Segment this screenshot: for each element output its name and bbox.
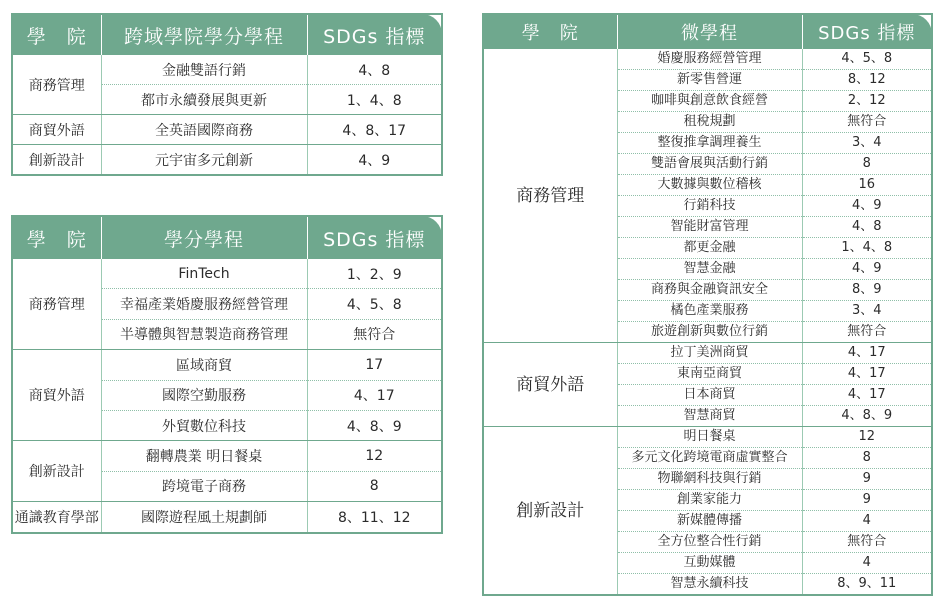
sdgs-cell: 8、11、12	[337, 509, 411, 526]
program-cell: 智慧永續科技	[617, 574, 802, 596]
table-row	[12, 145, 442, 176]
sdgs-cell: 16	[802, 175, 932, 196]
program-cell: FinTech	[101, 259, 307, 289]
sdgs-cell: 4	[802, 511, 932, 532]
sdgs-cell: 8	[802, 154, 932, 175]
sdgs-cell: 3、4	[802, 301, 932, 322]
sdgs-cell: 2、12	[802, 91, 932, 112]
program-cell: 金融雙語行銷	[101, 55, 307, 85]
sdgs-cell: 4、17	[802, 343, 932, 364]
sdgs-cell: 4、5、8	[307, 289, 442, 319]
college-cell: 商務管理	[12, 259, 101, 350]
header-college: 學 院	[483, 14, 617, 49]
header-program: 跨域學院學分學程	[101, 14, 307, 55]
sdgs-cell: 12	[802, 427, 932, 448]
program-cell: 創業家能力	[617, 490, 802, 511]
program-cell: 拉丁美洲商貿	[617, 343, 802, 364]
sdgs-cell: 4、8、9	[802, 406, 932, 427]
sdgs-cell: 9	[802, 490, 932, 511]
program-cell: 新媒體傳播	[617, 511, 802, 532]
table-row	[483, 427, 932, 448]
sdgs-cell: 4、9	[802, 259, 932, 280]
sdgs-cell: 1、4、8	[307, 85, 442, 115]
table-header	[12, 216, 442, 259]
sdgs-cell: 無符合	[802, 532, 932, 553]
sdgs-cell: 8、9	[802, 280, 932, 301]
program-cell: 商務與金融資訊安全	[617, 280, 802, 301]
sdgs-cell: 8、9、11	[837, 576, 897, 591]
sdgs-cell: 4、8	[307, 55, 442, 85]
header-program: 學分學程	[101, 216, 307, 259]
program-cell: 國際遊程風土規劃師	[101, 502, 307, 533]
program-cell: 半導體與智慧製造商務管理	[101, 319, 307, 349]
sdgs-cell: 4、8	[802, 217, 932, 238]
sdgs-cell: 9	[802, 469, 932, 490]
program-cell: 元宇宙多元創新	[101, 145, 307, 176]
header-college: 學 院	[12, 216, 101, 259]
college-cell: 通識教育學部	[12, 502, 101, 533]
header-program: 微學程	[617, 14, 802, 49]
table-row	[483, 49, 932, 70]
sdgs-cell: 3、4	[802, 133, 932, 154]
program-cell: 翻轉農業 明日餐桌	[101, 441, 307, 471]
sdgs-cell: 4	[802, 553, 932, 574]
header-sdgs: SDGs 指標	[307, 216, 442, 259]
program-cell: 行銷科技	[617, 196, 802, 217]
sdgs-cell: 8	[307, 471, 442, 501]
table-header	[483, 14, 932, 49]
sdgs-cell: 8	[802, 448, 932, 469]
college-cell: 創新設計	[12, 145, 101, 176]
sdgs-cell: 無符合	[307, 319, 442, 349]
college-cell: 商貿外語	[483, 343, 617, 427]
table-row	[12, 502, 442, 533]
header-college: 學 院	[12, 14, 101, 55]
sdgs-cell: 4、9	[802, 196, 932, 217]
table-row	[12, 55, 442, 85]
table-row	[12, 350, 442, 380]
program-cell: 整復推拿調理養生	[617, 133, 802, 154]
sdgs-cell: 1、4、8	[802, 238, 932, 259]
header-sdgs: SDGs 指標	[307, 14, 442, 55]
header-sdgs: SDGs 指標	[802, 14, 932, 49]
sdgs-cell: 4、17	[307, 380, 442, 410]
sdgs-cell: 4、8、17	[307, 115, 442, 145]
college-cell: 商貿外語	[12, 350, 101, 441]
sdgs-cell: 12	[307, 441, 442, 471]
program-cell: 智慧金融	[617, 259, 802, 280]
program-cell: 橘色產業服務	[617, 301, 802, 322]
table-row	[12, 259, 442, 289]
sdgs-cell: 1、2、9	[307, 259, 442, 289]
program-cell: 物聯網科技與行銷	[617, 469, 802, 490]
program-cell: 全方位整合性行銷	[617, 532, 802, 553]
program-cell: 明日餐桌	[617, 427, 802, 448]
sdgs-cell: 4、17	[802, 364, 932, 385]
program-cell: 婚慶服務經營管理	[617, 49, 802, 70]
sdgs-cell: 無符合	[802, 112, 932, 133]
program-cell: 外貿數位科技	[101, 410, 307, 440]
college-cell: 商務管理	[12, 55, 101, 115]
sdgs-cell: 無符合	[802, 322, 932, 343]
program-cell: 租稅規劃	[617, 112, 802, 133]
college-cell: 商貿外語	[12, 115, 101, 145]
table-row	[12, 441, 442, 471]
program-cell: 雙語會展與活動行銷	[617, 154, 802, 175]
cross-college-credit-program-table	[11, 13, 443, 176]
micro-program-table	[482, 13, 933, 596]
program-cell: 大數據與數位稽核	[617, 175, 802, 196]
program-cell: 智慧商貿	[617, 406, 802, 427]
table-row	[483, 343, 932, 364]
program-cell: 旅遊創新與數位行銷	[617, 322, 802, 343]
credit-program-table	[11, 215, 443, 534]
program-cell: 咖啡與創意飲食經營	[617, 91, 802, 112]
program-cell: 多元文化跨境電商虛實整合	[617, 448, 802, 469]
program-cell: 國際空勤服務	[101, 380, 307, 410]
sdgs-cell: 4、9	[358, 152, 391, 169]
program-cell: 互動媒體	[617, 553, 802, 574]
program-cell: 全英語國際商務	[101, 115, 307, 145]
program-cell: 都更金融	[617, 238, 802, 259]
sdgs-cell: 4、8、9	[307, 410, 442, 440]
college-cell: 商務管理	[483, 49, 617, 343]
program-cell: 智能財富管理	[617, 217, 802, 238]
program-cell: 幸福產業婚慶服務經營管理	[101, 289, 307, 319]
program-cell: 新零售營運	[617, 70, 802, 91]
college-cell: 創新設計	[483, 427, 617, 596]
sdgs-cell: 17	[307, 350, 442, 380]
program-cell: 東南亞商貿	[617, 364, 802, 385]
college-cell: 創新設計	[12, 441, 101, 502]
sdgs-cell: 4、5、8	[802, 49, 932, 70]
program-cell: 區域商貿	[101, 350, 307, 380]
sdgs-cell: 4、17	[802, 385, 932, 406]
sdgs-cell: 8、12	[802, 70, 932, 91]
program-cell: 跨境電子商務	[101, 471, 307, 501]
table-header	[12, 14, 442, 55]
program-cell: 都市永續發展與更新	[101, 85, 307, 115]
program-cell: 日本商貿	[617, 385, 802, 406]
table-row	[12, 115, 442, 145]
